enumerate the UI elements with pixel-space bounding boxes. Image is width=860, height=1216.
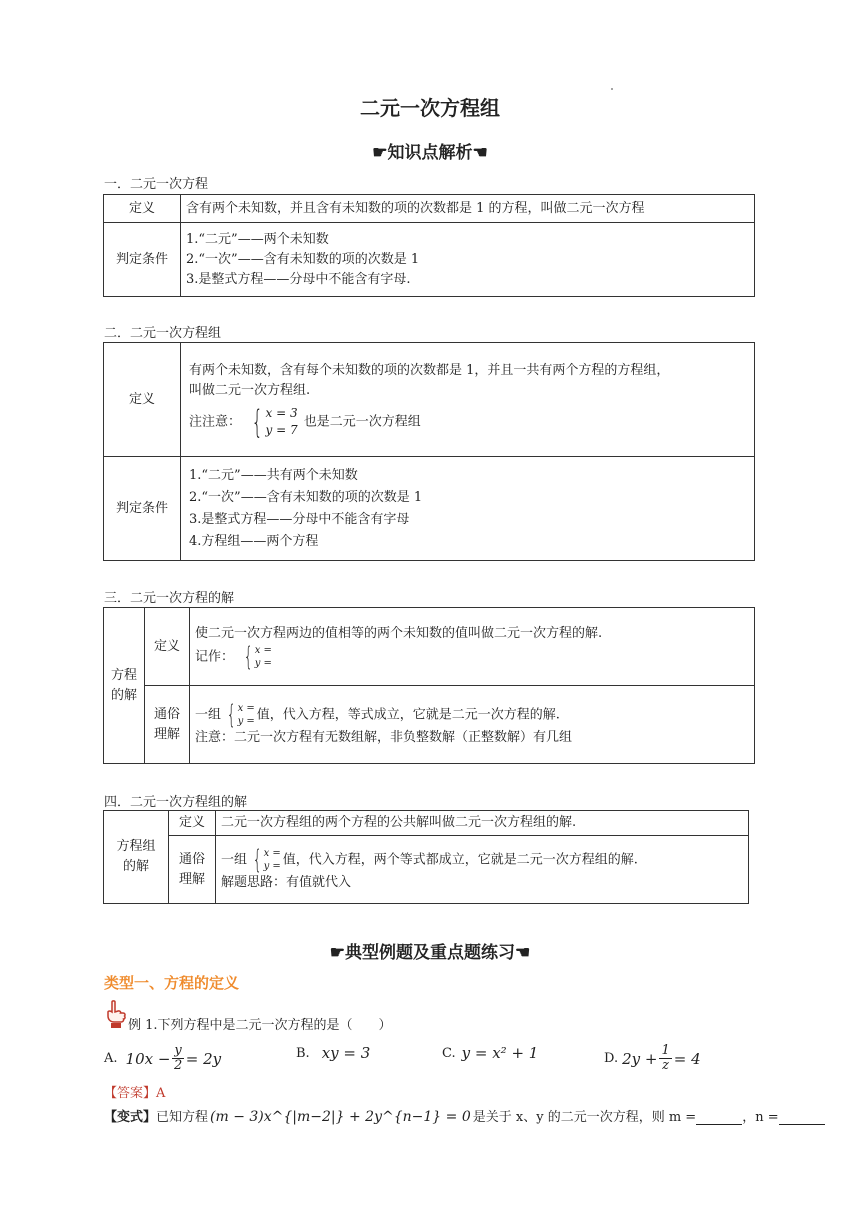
section2-heading: 二．二元一次方程组 [104,326,222,341]
examples-heading: ☛典型例题及重点题练习☚ [329,943,531,963]
section2-note-suffix: 也是二元一次方程组 [303,414,421,429]
section2-cond-2: 2.“一次”——含有未知数的项的次数是 1 [189,489,423,505]
section2-def-label: 定义 [104,343,181,457]
section4-plain-label-line2: 理解 [178,871,205,887]
section2-note [189,402,746,441]
option-a-pre: 10x − [125,1049,171,1068]
section1-cond-2: 2.“一次”——含有未知数的项的次数是 1 [186,251,420,267]
section3-outer-label [104,608,145,764]
section3-plain-suffix: 值，代入方程，等式成立，它就是二元一次方程的解. [256,707,560,722]
section2-def-text1: 有两个未知数，含有每个未知数的项的次数都是 1，并且一共有两个方程的方程组， [189,362,670,378]
section3-plain-label-line1: 通俗 [153,706,180,722]
section4-outer-label-line1: 方程组 [116,839,156,854]
section3-plain-label [145,686,190,764]
section4-plain-line [221,844,743,875]
section2-cond-list [181,457,755,561]
brace-icon: { [251,402,263,441]
option-a [104,1044,221,1073]
speck [611,88,613,90]
option-d-num: 1 [661,1043,670,1058]
section4-plain-suffix: 值，代入方程，两个等式都成立，它就是二元一次方程组的解. [282,852,638,867]
section1-cond-list [181,223,755,297]
section3-plain-label-line2: 理解 [153,726,180,742]
equation-system [240,641,272,672]
option-a-num: y [174,1043,182,1058]
option-a-den: 2 [173,1058,183,1073]
variant-tag: 【变式】 [104,1110,157,1125]
section1-def-text: 含有两个未知数，并且含有未知数的项的次数都是 1 的方程，叫做二元一次方程 [181,195,755,223]
system-eq-x: x = [237,702,255,714]
equation-system [249,844,281,875]
section3-plain-prefix: 一组 [195,707,222,722]
section4-heading: 四．二元一次方程组的解 [104,795,248,810]
system-eq-y: y = [254,657,272,669]
answer-blank-m[interactable] [696,1124,742,1125]
section1-heading: 一．二元一次方程 [104,177,209,192]
answer-tag: 【答案】A [104,1086,166,1101]
section2-def-text2: 叫做二元一次方程组. [189,382,311,398]
section4-plain-label-line1: 通俗 [178,851,205,867]
brace-icon: { [226,699,236,730]
option-b-expr: xy = 3 [321,1044,371,1062]
system-eq-x: x = 3 [265,405,298,420]
option-d-label: D. [604,1051,619,1066]
answer-blank-n[interactable] [779,1124,825,1125]
section3-plain-line [195,699,749,730]
section3-plain-note: 注意：二元一次方程有无数组解，非负整数解（正整数解）有几组 [195,729,573,745]
section1-cond-1: 1.“二元”——两个未知数 [186,231,329,247]
system-eq-y: y = [237,715,255,727]
section4-table [103,810,749,904]
section2-cond-label: 判定条件 [104,457,181,561]
section1-def-label: 定义 [104,195,181,223]
option-a-label: A. [104,1051,118,1066]
system-eq-x: x = [254,644,272,656]
section2-cond-4: 4.方程组——两个方程 [189,533,319,549]
section3-table [103,607,755,764]
section3-outer-label-line1: 方程 [110,667,137,683]
section4-outer-label [104,811,169,904]
section3-plain-cell [190,686,755,764]
option-a-fraction [172,1044,183,1073]
section4-def-label: 定义 [169,811,216,836]
section3-notation-prefix: 记作： [195,649,235,664]
type1-title: 类型一、方程的定义 [104,974,240,992]
option-a-post: = 2y [185,1049,222,1068]
option-c-label: C. [442,1045,456,1061]
section3-def-text: 使二元一次方程两边的值相等的两个未知数的值叫做二元一次方程的解. [195,625,603,641]
system-eq-x: x = [263,847,281,859]
knowledge-heading: ☛知识点解析☚ [372,143,488,163]
section3-notation [195,641,749,672]
option-b-label: B. [296,1045,310,1061]
option-c-expr: y = x² + 1 [461,1044,539,1062]
section3-def-label: 定义 [145,608,190,686]
section2-def-cell [181,343,755,457]
variant-equation: (m − 3)x^{|m−2|} + 2y^{n−1} = 0 [210,1109,471,1125]
section1-table [103,194,755,297]
section2-cond-1: 1.“二元”——共有两个未知数 [189,467,358,483]
section4-plain-prefix: 一组 [221,852,248,867]
variant-line [104,1106,825,1125]
brace-icon: { [243,641,253,672]
page-title: 二元一次方程组 [360,96,500,120]
option-d-post: = 4 [673,1049,701,1068]
section1-cond-3: 3.是整式方程——分母中不能含有字母. [186,271,411,287]
variant-text2: 是关于 x、y 的二元一次方程，则 m = [472,1110,697,1125]
section2-cond-3: 3.是整式方程——分母中不能含有字母 [189,511,410,527]
option-d-den: z [662,1058,670,1073]
equation-system [223,699,255,730]
section1-cond-label: 判定条件 [104,223,181,297]
section4-def-text: 二元一次方程组的两个方程的公共解叫做二元一次方程组的解. [216,811,749,836]
section4-outer-label-line2: 的解 [122,859,149,874]
brace-icon: { [252,844,262,875]
example1-question: 例 1.下列方程中是二元一次方程的是（ ） [128,1018,392,1033]
equation-system [247,402,298,441]
section3-outer-label-line2: 的解 [110,687,137,703]
section4-plain-cell [216,836,749,904]
section2-table [103,342,755,561]
section3-def-cell [190,608,755,686]
section3-heading: 三．二元一次方程的解 [104,591,235,606]
option-d [604,1044,701,1073]
option-d-fraction [659,1044,671,1073]
variant-text: 已知方程 [156,1110,209,1125]
option-c [442,1044,538,1062]
option-b [296,1044,370,1062]
variant-text3: ，n = [742,1110,779,1125]
pointing-hand-icon [104,1000,126,1030]
section4-plain-note: 解题思路：有值就代入 [221,874,352,890]
section2-note-prefix: 注注意： [189,414,242,429]
system-eq-y: y = [263,860,281,872]
section4-plain-label [169,836,216,904]
system-eq-y: y = 7 [265,422,298,437]
option-d-pre: 2y + [622,1049,658,1068]
